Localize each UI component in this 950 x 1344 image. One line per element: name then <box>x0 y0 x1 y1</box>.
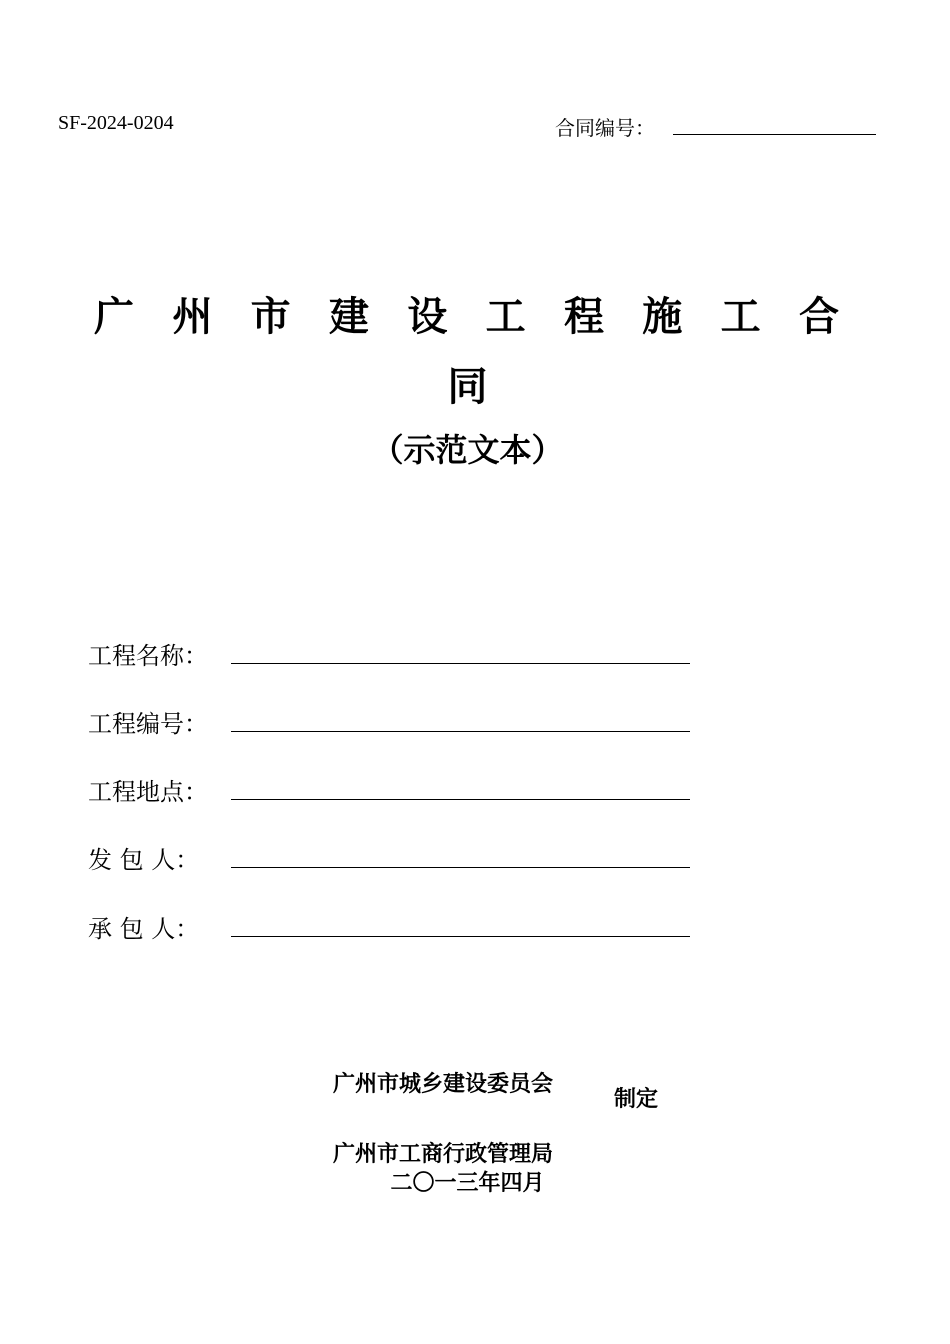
document-code: SF-2024-0204 <box>58 112 174 134</box>
project-number-field <box>88 704 698 740</box>
title-char: 设 <box>407 294 448 340</box>
title-char: 施 <box>642 294 683 340</box>
contractor-label: 承 包 人： <box>88 915 200 943</box>
project-name-label: 工程名称： <box>88 642 208 670</box>
title-char: 工 <box>720 294 761 340</box>
issued-by-label: 制定 <box>614 1087 659 1112</box>
document-subtitle: （示范文本） <box>371 431 564 469</box>
issuer-industry-commerce-bureau: 广州市工商行政管理局 <box>333 1142 554 1167</box>
contractor-field <box>88 909 698 945</box>
title-char: 程 <box>563 294 604 340</box>
contractor-blank <box>231 936 690 937</box>
project-location-blank <box>231 799 690 800</box>
title-char: 市 <box>250 294 291 340</box>
employer-label: 发 包 人： <box>88 846 200 874</box>
contract-number-label: 合同编号： <box>555 116 655 140</box>
project-number-blank <box>231 731 690 732</box>
employer-field <box>88 840 698 876</box>
project-location-field <box>88 772 698 808</box>
title-char: 工 <box>485 294 526 340</box>
employer-blank <box>231 867 690 868</box>
project-name-field <box>88 636 698 672</box>
document-title-line-1 <box>94 285 839 342</box>
title-char: 州 <box>172 294 213 340</box>
project-name-blank <box>231 663 690 664</box>
title-char: 建 <box>328 294 369 340</box>
issue-date: 二〇一三年四月 <box>390 1171 545 1196</box>
title-char: 合 <box>798 294 839 340</box>
issuer-construction-committee: 广州市城乡建设委员会 <box>333 1072 554 1097</box>
project-number-label: 工程编号： <box>88 710 208 738</box>
project-location-label: 工程地点： <box>88 778 208 806</box>
document-title-line-2: 同 <box>447 364 488 410</box>
title-char: 广 <box>94 294 134 340</box>
contract-number-blank <box>673 134 876 135</box>
